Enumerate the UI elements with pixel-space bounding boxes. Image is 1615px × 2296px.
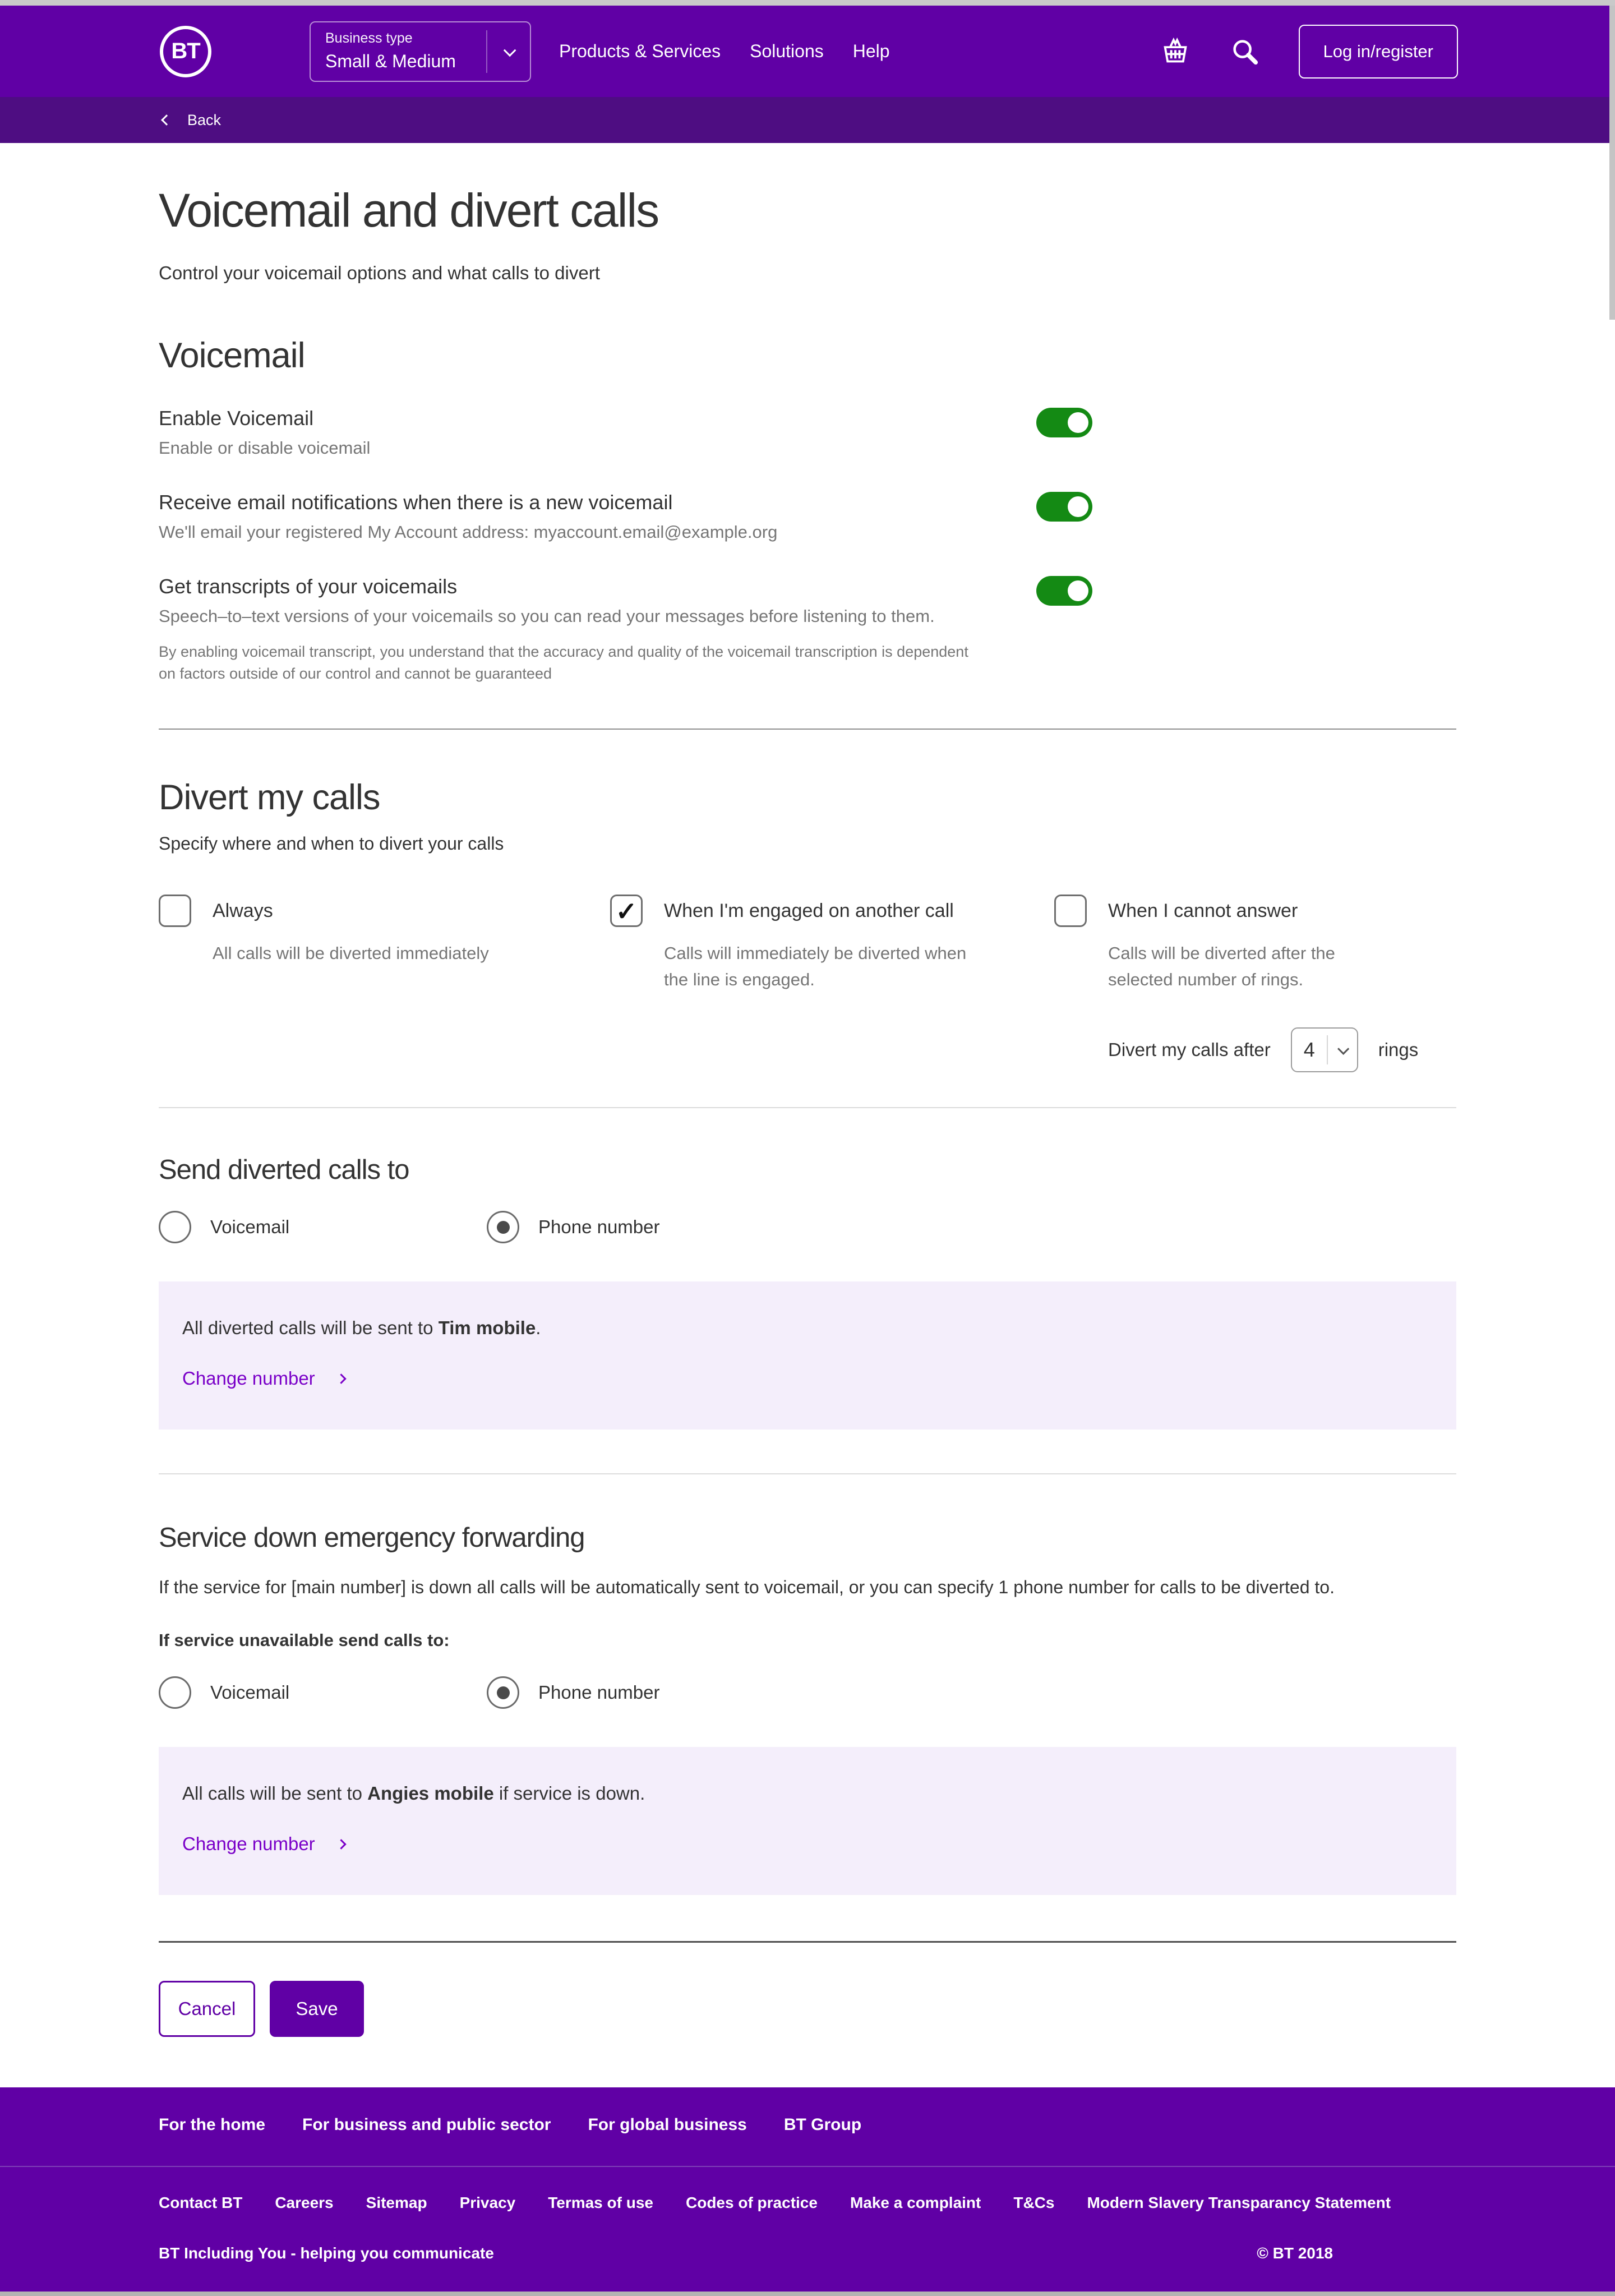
footer [0,2087,1615,2292]
rings-value: 4 [1303,1038,1315,1062]
divert-subtitle: Specify where and when to divert your calls [159,833,504,854]
footer-link-bt-group[interactable]: BT Group [783,2115,862,2134]
enable-voicemail-toggle[interactable] [1036,408,1092,437]
always-label: Always [213,900,273,921]
rings-select[interactable] [1291,1027,1358,1072]
footer-primary-links [0,2087,1615,2167]
header-right [1160,25,1458,79]
footer-link-codes-of-practice[interactable]: Codes of practice [686,2194,818,2212]
no-answer-description: Calls will be diverted after the selected number of rings. [1108,943,1335,989]
send-voicemail-radio[interactable] [159,1211,487,1243]
email-notifications-toggle[interactable] [1036,492,1092,522]
email-notifications-description: We'll email your registered My Account address: myaccount.email@example.org [159,522,778,542]
radio-button [159,1211,191,1243]
enable-voicemail-label: Enable Voicemail [159,407,314,430]
nav-solutions[interactable]: Solutions [750,41,824,61]
send-info-box [159,1281,1456,1430]
service-info-text: All calls will be sent to Angies mobile if service is down. [182,1783,645,1804]
radio-button [487,1211,519,1243]
send-phone-radio[interactable] [487,1211,659,1243]
toggle-knob [1068,496,1088,517]
checkmark-icon: ✓ [615,897,638,926]
search-icon[interactable] [1229,36,1261,67]
radio-button [487,1676,519,1709]
action-buttons [159,1981,1456,2037]
email-notifications-row [159,491,1456,542]
footer-link-sitemap[interactable]: Sitemap [366,2194,427,2212]
no-answer-checkbox[interactable] [1054,895,1087,927]
chevron-right-icon [336,1373,346,1384]
footer-lower [0,2167,1615,2292]
footer-link-for-business[interactable]: For business and public sector [302,2115,551,2134]
page-title: Voicemail and divert calls [159,184,659,237]
service-phone-radio[interactable] [487,1676,659,1709]
back-bar[interactable] [0,97,1615,143]
service-radio-row [159,1676,1456,1709]
divert-option-always [159,895,610,1072]
service-phone-label: Phone number [538,1682,660,1703]
toggle-knob [1068,580,1088,601]
divert-heading: Divert my calls [159,778,380,818]
send-info-number: Tim mobile [438,1317,536,1339]
send-info-text: All diverted calls will be sent to Tim mobile. [182,1317,541,1339]
footer-base-row [159,2244,1456,2262]
service-info-box [159,1747,1456,1895]
always-checkbox[interactable] [159,895,191,927]
business-type-texts [311,22,486,81]
back-label: Back [187,111,222,128]
divert-option-engaged [610,895,1054,1072]
send-heading: Send diverted calls to [159,1155,409,1186]
transcripts-label: Get transcripts of your voicemails [159,575,458,598]
footer-link-privacy[interactable]: Privacy [459,2194,516,2212]
service-voicemail-radio[interactable] [159,1676,487,1709]
divert-option-no-answer [1054,895,1456,1072]
service-label: If service unavailable send calls to: [159,1630,450,1650]
footer-link-for-the-home[interactable]: For the home [159,2115,266,2134]
footer-link-contact-bt[interactable]: Contact BT [159,2194,243,2212]
footer-link-for-global-business[interactable]: For global business [588,2115,747,2134]
scrollbar-thumb[interactable] [1609,6,1615,320]
main-content [0,143,1615,2087]
back-chevron-icon [161,114,172,126]
transcripts-row [159,575,1456,685]
send-phone-label: Phone number [538,1216,660,1238]
rings-label-after: rings [1378,1039,1419,1061]
chevron-down-icon [487,22,530,81]
rings-label-before: Divert my calls after [1108,1039,1271,1061]
footer-link-tcs[interactable]: T&Cs [1013,2194,1055,2212]
engaged-checkbox[interactable] [610,895,643,927]
save-button[interactable]: Save [270,1981,364,2037]
enable-voicemail-row [159,407,1456,458]
service-info-number: Angies mobile [367,1783,494,1804]
screen-edge-top [0,0,1615,6]
basket-icon[interactable] [1160,36,1191,67]
always-description: All calls will be diverted immediately [213,943,489,963]
footer-link-terms-of-use[interactable]: Termas of use [548,2194,653,2212]
section-divider [159,1107,1456,1108]
engaged-description: Calls will immediately be diverted when the line is engaged. [664,943,967,989]
radio-button [159,1676,191,1709]
email-notifications-label: Receive email notifications when there is a new voicemail [159,491,673,514]
main-nav [559,41,890,62]
chevron-down-icon [1328,1029,1357,1071]
section-divider [159,729,1456,730]
divert-options-row [159,895,1456,1072]
enable-voicemail-description: Enable or disable voicemail [159,438,371,458]
screen-edge-bottom [0,2292,1615,2296]
change-number-link[interactable]: Change number [182,1368,345,1389]
bt-logo[interactable] [160,26,211,77]
service-description: If the service for [main number] is down all calls will be automatically sent to voicemail, or you can specify 1 phone number for calls to be diverted to. [159,1577,1335,1598]
main-header [0,6,1615,97]
transcripts-description: Speech–to–text versions of your voicemails so you can read your messages before listening to them. [159,606,935,626]
business-type-dropdown[interactable] [310,21,531,82]
footer-tagline: BT Including You - helping you communicate [159,2244,494,2262]
footer-secondary-links [159,2194,1456,2212]
bt-logo-text: BT [171,39,200,63]
login-register-button[interactable]: Log in/register [1299,25,1458,79]
footer-link-make-a-complaint[interactable]: Make a complaint [850,2194,981,2212]
transcripts-toggle[interactable] [1036,576,1092,606]
change-number-link[interactable]: Change number [182,1833,345,1855]
no-answer-label: When I cannot answer [1108,900,1298,921]
footer-copyright: © BT 2018 [1257,2244,1333,2262]
footer-link-careers[interactable]: Careers [275,2194,334,2212]
actions-divider [159,1941,1456,1943]
business-type-label: Business type [325,30,413,46]
send-radio-row [159,1211,1456,1243]
service-voicemail-label: Voicemail [210,1682,290,1703]
toggle-knob [1068,412,1088,433]
footer-link-modern-slavery[interactable]: Modern Slavery Transparancy Statement [1087,2194,1391,2212]
nav-products-services[interactable]: Products & Services [559,41,721,61]
cancel-button[interactable]: Cancel [159,1981,255,2037]
section-divider [159,1473,1456,1474]
nav-help[interactable]: Help [852,41,890,61]
service-heading: Service down emergency forwarding [159,1523,585,1553]
engaged-label: When I'm engaged on another call [664,900,954,921]
send-voicemail-label: Voicemail [210,1216,290,1238]
transcripts-note: By enabling voicemail transcript, you understand that the accuracy and quality of the voicemail transcription is dependent on factors outside of our control and cannot be guaranteed [159,643,968,683]
page-subtitle: Control your voicemail options and what calls to divert [159,262,600,283]
chevron-right-icon [336,1839,346,1849]
business-type-value: Small & Medium [325,50,456,71]
rings-row [1108,1027,1456,1072]
voicemail-heading: Voicemail [159,336,305,375]
